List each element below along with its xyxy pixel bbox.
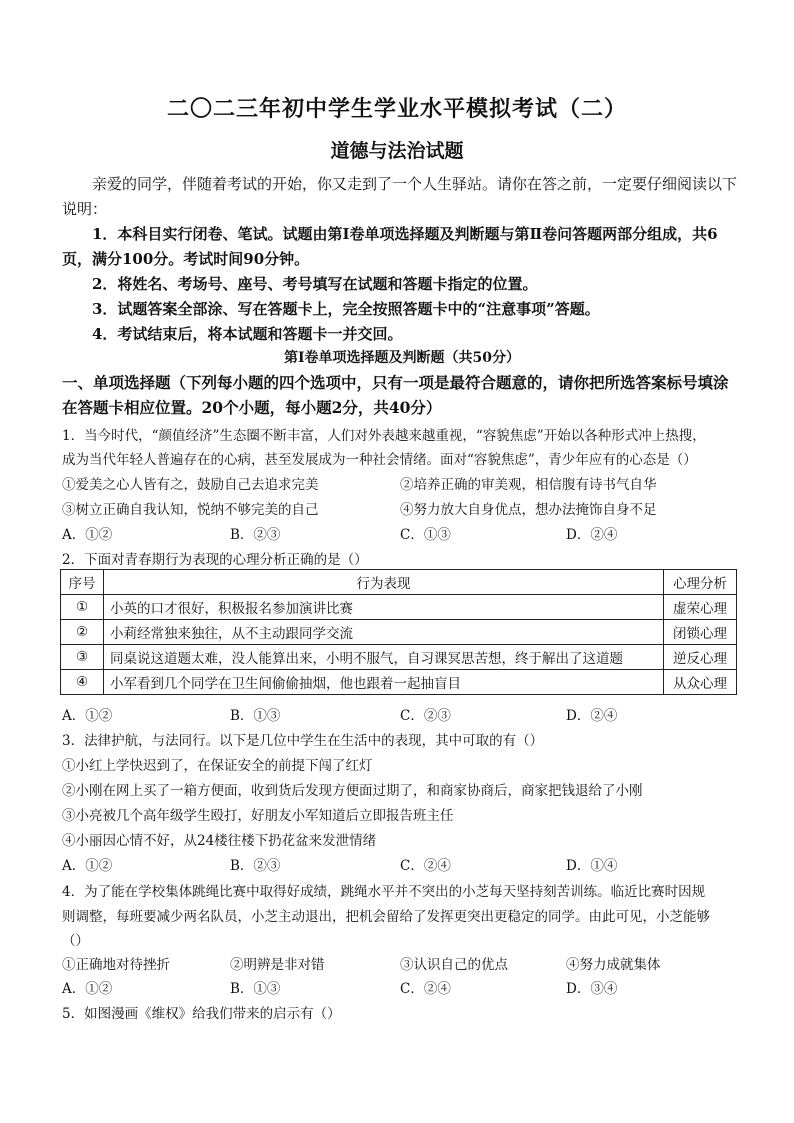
q4-option-b[interactable]: B．①③ (230, 981, 281, 997)
q3-statement-2: ②小刚在网上买了一箱方便面，收到货后发现方便面过期了，和商家协商后，商家把钱退给了小刚 (62, 783, 643, 799)
q3-option-c[interactable]: C．②④ (400, 858, 451, 874)
q4-stem-line1: 4．为了能在学校集体跳绳比赛中取得好成绩，跳绳水平并不突出的小芝每天坚持刻苦训练。临近比赛时因规 (62, 884, 706, 900)
q3-stem: 3．法律护航，与法同行。以下是几位中学生在生活中的表现，其中可取的有（） (62, 733, 544, 749)
q1-option-d[interactable]: D．②④ (566, 527, 618, 543)
q3-option-d[interactable]: D．①④ (566, 858, 618, 874)
q2-option-a[interactable]: A．①② (62, 708, 113, 724)
q4-option-a[interactable]: A．①② (62, 981, 113, 997)
part1-heading: 一、单项选择题（下列每小题的四个选项中，只有一项是最符合题意的，请你把所选答案标号填涂在答题卡相应位置。20个小题，每小题2分，共40分） (62, 373, 729, 417)
rule-4: 4．考试结束后，将本试题和答题卡一并交回。 (92, 325, 403, 343)
header-analysis: 心理分析 (664, 570, 737, 595)
exam-subtitle: 道德与法治试题 (330, 140, 464, 162)
row-index: ② (61, 620, 104, 645)
q1-option-c[interactable]: C．①③ (400, 527, 451, 543)
q4-option-d[interactable]: D．③④ (566, 981, 618, 997)
q4-choice-4: ④努力成就集体 (566, 957, 661, 973)
q4-choice-1: ①正确地对待挫折 (62, 957, 170, 973)
q1-stem-line1: 1．当今时代，“颜值经济”生态圈不断丰富，人们对外表越来越重视，“容貌焦虑”开始以各种形式冲上热搜， (62, 428, 706, 444)
q4-stem-line2: 则调整，每班要减少两名队员，小芝主动退出，把机会留给了发挥更突出更稳定的同学。由此可见，小芝能够 (62, 909, 710, 925)
q2-table (60, 569, 737, 695)
q1-stem-line2: 成为当代年轻人普遍存在的心病，甚至发展成为一种社会情绪。面对“容貌焦虑”，青少年应有的心态是（） (62, 452, 697, 468)
table-header-row (61, 570, 737, 595)
q1-statement-1: ①爱美之心人皆有之，鼓励自己去追求完美 (62, 477, 319, 493)
row-analysis: 闭锁心理 (664, 620, 737, 645)
q1-option-b[interactable]: B．②③ (230, 527, 281, 543)
q2-option-d[interactable]: D．②④ (566, 708, 618, 724)
table-row (61, 645, 737, 670)
row-index: ① (61, 595, 104, 620)
q1-statement-3: ③树立正确自我认知，悦纳不够完美的自己 (62, 502, 319, 518)
q2-option-c[interactable]: C．②③ (400, 708, 451, 724)
rule-1: 1．本科目实行闭卷、笔试。试题由第Ⅰ卷单项选择题及判断题与第Ⅱ卷问答题两部分组成，共6页，满分100分。考试时间90分钟。 (62, 225, 718, 268)
table-row (61, 670, 737, 695)
intro-greeting: 亲爱的同学，伴随着考试的开始，你又走到了一个人生驿站。请你在答之前，一定要仔细阅读以下说明： (62, 175, 738, 218)
q4-option-c[interactable]: C．②④ (400, 981, 451, 997)
row-analysis: 逆反心理 (664, 645, 737, 670)
table-row (61, 620, 737, 645)
q3-statement-4: ④小丽因心情不好，从24楼往楼下扔花盆来发泄情绪 (62, 833, 377, 849)
row-analysis: 从众心理 (664, 670, 737, 695)
row-behavior: 小莉经常独来独往，从不主动跟同学交流 (104, 620, 664, 645)
q3-option-b[interactable]: B．②③ (230, 858, 281, 874)
header-index: 序号 (61, 570, 104, 595)
rule-3: 3．试题答案全部涂、写在答题卡上，完全按照答题卡中的“注意事项”答题。 (92, 300, 600, 318)
header-behavior: 行为表现 (104, 570, 664, 595)
q4-stem-line3: （） (62, 933, 89, 949)
q2-option-b[interactable]: B．①③ (230, 708, 281, 724)
q3-option-a[interactable]: A．①② (62, 858, 113, 874)
row-behavior: 小英的口才很好，积极报名参加演讲比赛 (104, 595, 664, 620)
q2-stem: 2．下面对青春期行为表现的心理分析正确的是（） (62, 552, 368, 568)
q1-statement-4: ④努力放大自身优点，想办法掩饰自身不足 (400, 502, 657, 518)
q1-statement-2: ②培养正确的审美观，相信腹有诗书气自华 (400, 477, 657, 493)
table-row (61, 595, 737, 620)
q3-statement-3: ③小亮被几个高年级学生殴打，好朋友小军知道后立即报告班主任 (62, 808, 454, 824)
row-behavior: 小军看到几个同学在卫生间偷偷抽烟，他也跟着一起抽盲目 (104, 670, 664, 695)
row-analysis: 虚荣心理 (664, 595, 737, 620)
rule-2: 2．将姓名、考场号、座号、考号填写在试题和答题卡指定的位置。 (92, 275, 538, 293)
row-behavior: 同桌说这道题太难，没人能算出来，小明不服气，自习课冥思苦想，终于解出了这道题 (104, 645, 664, 670)
row-index: ③ (61, 645, 104, 670)
section-title: 第Ⅰ卷单项选择题及判断题（共50分） (283, 350, 521, 366)
q4-choice-2: ②明辨是非对错 (230, 957, 325, 973)
exam-title: 二〇二三年初中学生学业水平模拟考试（二） (166, 96, 627, 122)
q3-statement-1: ①小红上学快迟到了，在保证安全的前提下闯了红灯 (62, 758, 373, 774)
q4-choice-3: ③认识自己的优点 (400, 957, 508, 973)
q1-option-a[interactable]: A．①② (62, 527, 113, 543)
row-index: ④ (61, 670, 104, 695)
q5-stem: 5．如图漫画《维权》给我们带来的启示有（） (62, 1006, 341, 1022)
